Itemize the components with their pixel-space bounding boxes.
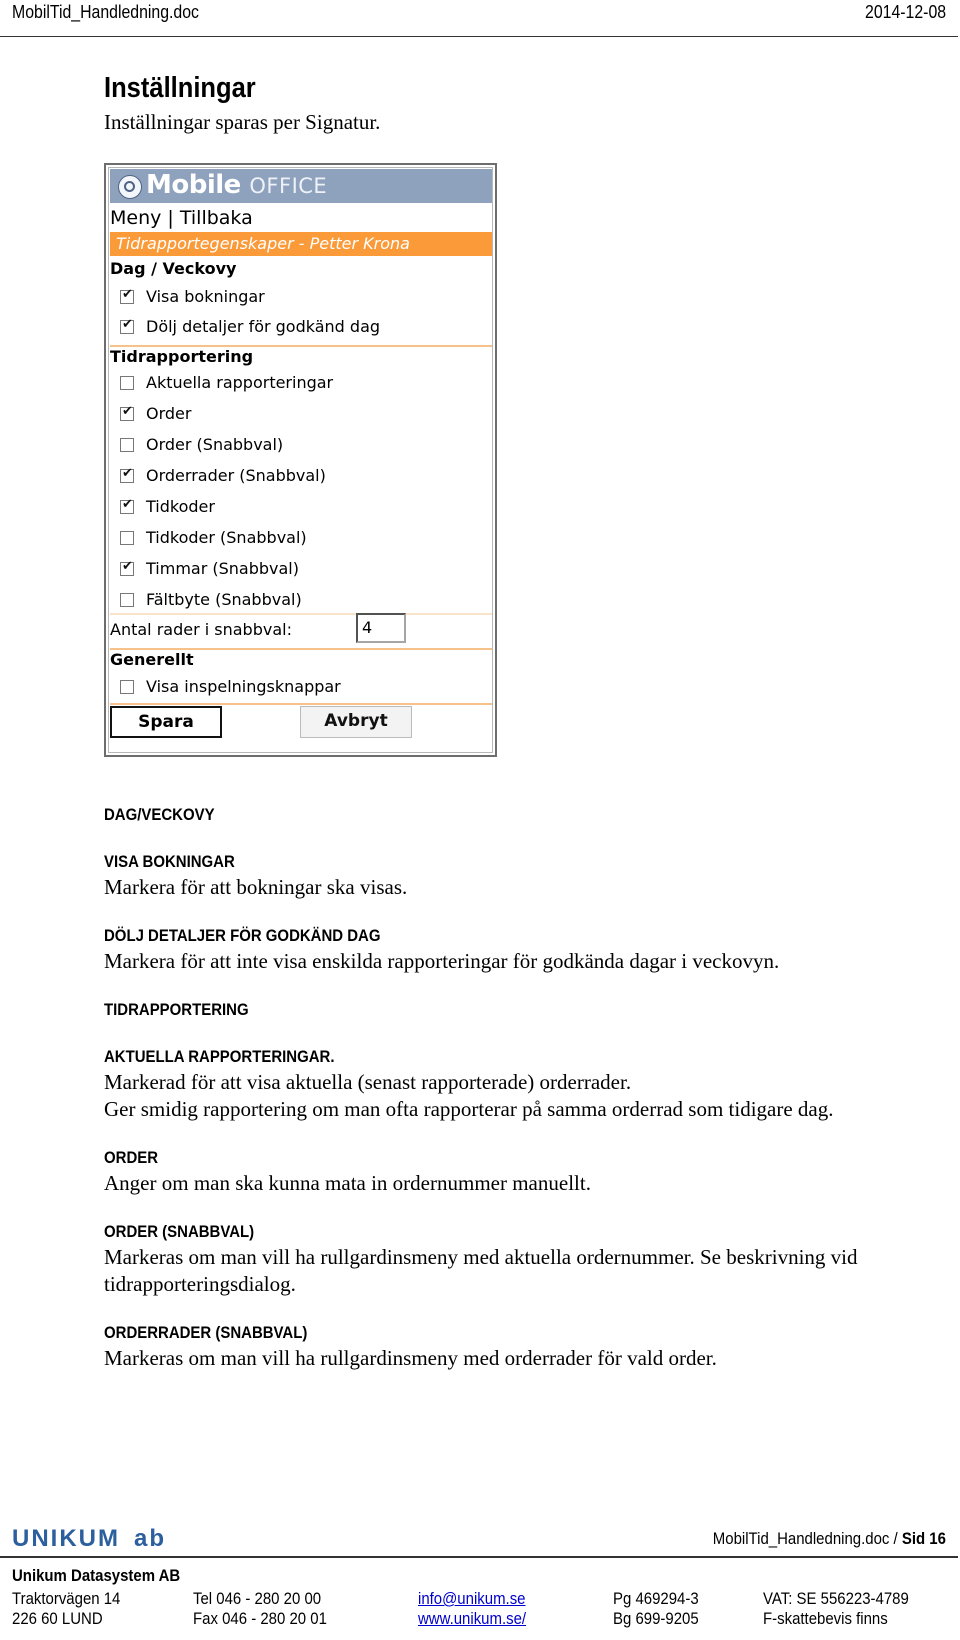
- footer-company: Unikum Datasystem AB: [12, 1566, 181, 1585]
- divider: [110, 613, 492, 615]
- checkbox-label: Visa bokningar: [146, 287, 265, 306]
- text-order: Anger om man ska kunna mata in ordernummer manuellt.: [104, 1171, 591, 1195]
- checkbox[interactable]: [120, 290, 134, 304]
- checkbox-row-tidkoder-snabbval[interactable]: [110, 526, 492, 556]
- heading-aktuella-rapporteringar: AKTUELLA RAPPORTERINGAR.: [104, 1047, 335, 1066]
- checkbox-row-tidkoder[interactable]: [110, 495, 492, 525]
- checkbox[interactable]: [120, 531, 134, 545]
- checkbox-label: Dölj detaljer för godkänd dag: [146, 317, 381, 336]
- header-date: 2014-12-08: [864, 2, 946, 22]
- section-generellt: Generellt: [110, 650, 194, 669]
- footer-divider: [0, 1556, 958, 1558]
- checkbox-label: Visa inspelningsknappar: [146, 677, 341, 696]
- checkbox[interactable]: [120, 407, 134, 421]
- footer-address-2: 226 60 LUND: [12, 1609, 103, 1628]
- checkbox-row-aktuella[interactable]: [110, 371, 492, 401]
- heading-tidrapportering: TIDRAPPORTERING: [104, 1000, 249, 1019]
- checkbox-label: Fältbyte (Snabbval): [146, 590, 302, 609]
- footer-page-reference: MobilTid_Handledning.doc / Sid 16: [712, 1529, 946, 1548]
- mobile-settings-screenshot: [104, 163, 497, 757]
- globe-logo-icon: [118, 175, 142, 199]
- checkbox-row-order-snabbval[interactable]: [110, 433, 492, 463]
- heading-orderrader-snabbval: ORDERRADER (SNABBVAL): [104, 1323, 308, 1342]
- text-order-snabbval-1: Markeras om man vill ha rullgardinsmeny med aktuella ordernummer. Se beskrivning vid: [104, 1245, 858, 1269]
- page-title: Inställningar: [104, 72, 256, 104]
- checkbox-row-dolj-detaljer[interactable]: [110, 315, 492, 345]
- mobile-office-header: [110, 169, 492, 203]
- checkbox-row-timmar-snabbval[interactable]: [110, 557, 492, 587]
- heading-dag-veckovy: DAG/VECKOVY: [104, 805, 215, 824]
- checkbox[interactable]: [120, 593, 134, 607]
- footer-bg: Bg 699-9205: [613, 1609, 699, 1628]
- footer-tel: Tel 046 - 280 20 00: [193, 1589, 322, 1608]
- footer-address-1: Traktorvägen 14: [12, 1589, 121, 1608]
- antal-rader-input[interactable]: 4: [356, 613, 406, 643]
- checkbox-row-visa-inspelningsknappar[interactable]: [110, 675, 492, 705]
- header-divider: [0, 36, 958, 37]
- checkbox[interactable]: [120, 438, 134, 452]
- heading-order: ORDER: [104, 1148, 159, 1167]
- menu-separator: |: [167, 207, 174, 229]
- checkbox[interactable]: [120, 469, 134, 483]
- header-filename: MobilTid_Handledning.doc: [12, 2, 199, 22]
- checkbox-label: Tidkoder (Snabbval): [146, 528, 307, 547]
- section-tidrapportering: Tidrapportering: [110, 347, 254, 366]
- checkbox[interactable]: [120, 562, 134, 576]
- footer-email-link[interactable]: info@unikum.se: [418, 1589, 526, 1608]
- heading-dolj-detaljer: DÖLJ DETALJER FÖR GODKÄND DAG: [104, 926, 381, 945]
- properties-banner: Tidrapportegenskaper - Petter Krona: [110, 232, 492, 256]
- checkbox-label: Orderrader (Snabbval): [146, 466, 326, 485]
- checkbox[interactable]: [120, 680, 134, 694]
- checkbox-row-order[interactable]: [110, 402, 492, 432]
- text-aktuella-rapporteringar-2: Ger smidig rapportering om man ofta rapporterar på samma orderrad som tidigare dag.: [104, 1097, 834, 1121]
- spara-button[interactable]: Spara: [110, 706, 222, 738]
- text-visa-bokningar: Markera för att bokningar ska visas.: [104, 875, 408, 899]
- mobile-office-logo: Mobile OFFICE: [146, 170, 328, 200]
- text-dolj-detaljer: Markera för att inte visa enskilda rapporteringar för godkända dagar i veckovyn.: [104, 949, 780, 973]
- checkbox-label: Order: [146, 404, 192, 423]
- mobile-menu: [110, 207, 253, 229]
- checkbox-label: Tidkoder: [146, 497, 215, 516]
- checkbox-label: Timmar (Snabbval): [146, 559, 299, 578]
- footer-fax: Fax 046 - 280 20 01: [193, 1609, 327, 1628]
- avbryt-button[interactable]: Avbryt: [300, 706, 412, 738]
- checkbox[interactable]: [120, 376, 134, 390]
- text-orderrader-snabbval: Markeras om man vill ha rullgardinsmeny med orderrader för vald order.: [104, 1346, 717, 1370]
- checkbox[interactable]: [120, 320, 134, 334]
- unikum-logo: UNIKUM ab: [12, 1525, 167, 1552]
- divider: [110, 703, 492, 705]
- menu-link-tillbaka[interactable]: Tillbaka: [179, 207, 253, 229]
- antal-rader-label: Antal rader i snabbval:: [110, 620, 292, 639]
- footer-fskatt: F-skattebevis finns: [763, 1609, 888, 1628]
- checkbox[interactable]: [120, 500, 134, 514]
- section-dag-veckovy: Dag / Veckovy: [110, 259, 237, 278]
- text-aktuella-rapporteringar-1: Markerad för att visa aktuella (senast rapporterade) orderrader.: [104, 1070, 632, 1094]
- footer-vat: VAT: SE 556223-4789: [763, 1589, 909, 1608]
- page-subtitle: Inställningar sparas per Signatur.: [104, 110, 381, 134]
- checkbox-row-orderrader-snabbval[interactable]: [110, 464, 492, 494]
- footer-web-link[interactable]: www.unikum.se/: [418, 1609, 527, 1628]
- heading-visa-bokningar: VISA BOKNINGAR: [104, 852, 235, 871]
- footer-pg: Pg 469294-3: [613, 1589, 699, 1608]
- heading-order-snabbval: ORDER (SNABBVAL): [104, 1222, 255, 1241]
- menu-link-meny[interactable]: Meny: [110, 207, 162, 229]
- checkbox-row-visa-bokningar[interactable]: [110, 285, 492, 315]
- checkbox-label: Order (Snabbval): [146, 435, 284, 454]
- text-order-snabbval-2: tidrapporteringsdialog.: [104, 1272, 296, 1296]
- checkbox-label: Aktuella rapporteringar: [146, 373, 334, 392]
